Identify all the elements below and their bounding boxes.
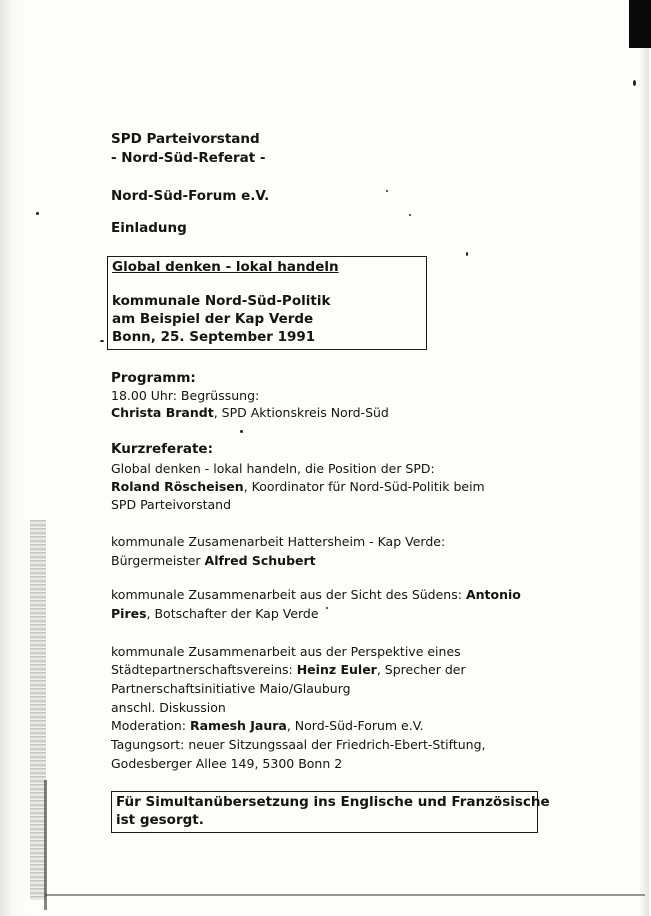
translation-notice-line-1: Für Simultanübersetzung ins Englische und Französische <box>116 794 550 810</box>
talk2-speaker-line: Bürgermeister Alfred Schubert <box>111 553 316 568</box>
talk4-topic: kommunale Zusammenarbeit aus der Perspektive eines <box>111 644 461 659</box>
talk1-speaker-line: Roland Röscheisen, Koordinator für Nord-Süd-Politik beim <box>111 479 485 494</box>
talk3-speaker-last: Pires <box>111 606 147 621</box>
moderation-line: Moderation: Ramesh Jaura, Nord-Süd-Forum e.V. <box>111 718 424 733</box>
talks-heading: Kurzreferate: <box>111 441 213 457</box>
venue-line-2: Godesberger Allee 149, 5300 Bonn 2 <box>111 756 343 771</box>
venue-line-1: Tagungsort: neuer Sitzungssaal der Friedrich-Ebert-Stiftung, <box>111 737 486 752</box>
org-name: SPD Parteivorstand <box>111 131 260 147</box>
scan-speck <box>240 430 243 433</box>
talk3-speaker-line: Pires, Botschafter der Kap Verde <box>111 606 319 621</box>
welcome-speaker: Christa Brandt <box>111 405 214 420</box>
talk1-speaker: Roland Röscheisen <box>111 479 244 494</box>
scan-edge-shadow <box>0 0 58 916</box>
scan-black-corner <box>629 0 651 48</box>
talk4-role: Partnerschaftsinitiative Maio/Glauburg <box>111 681 351 696</box>
invitation-label: Einladung <box>111 220 187 236</box>
event-subtitle-1: kommunale Nord-Süd-Politik <box>112 293 331 309</box>
event-date-place: Bonn, 25. September 1991 <box>112 329 316 345</box>
scan-speck <box>100 340 104 342</box>
discussion-line: anschl. Diskussion <box>111 700 226 715</box>
welcome-line: 18.00 Uhr: Begrüssung: <box>111 388 260 403</box>
scan-right-edge <box>639 40 649 916</box>
talk1-role: SPD Parteivorstand <box>111 497 232 512</box>
scan-speck <box>466 252 468 256</box>
moderator: Ramesh Jaura <box>190 718 287 733</box>
scan-bottom-line <box>45 894 645 896</box>
talk2-speaker: Alfred Schubert <box>204 553 316 568</box>
scan-speck <box>36 212 39 215</box>
welcome-speaker-line: Christa Brandt, SPD Aktionskreis Nord-Süd <box>111 405 389 420</box>
scan-speck <box>409 214 411 216</box>
talk3-topic-line: kommunale Zusammenarbeit aus der Sicht des Südens: Antonio <box>111 587 521 602</box>
scan-speck <box>326 607 328 609</box>
translation-notice-line-2: ist gesorgt. <box>116 812 204 828</box>
department: - Nord-Süd-Referat - <box>111 150 266 166</box>
scan-speck <box>633 80 636 86</box>
talk2-topic: kommunale Zusamenarbeit Hattersheim - Kap Verde: <box>111 534 446 549</box>
title-box <box>107 256 427 350</box>
program-heading: Programm: <box>111 370 196 386</box>
talk1-topic: Global denken - lokal handeln, die Position der SPD: <box>111 461 435 476</box>
talk3-speaker-first: Antonio <box>465 587 521 602</box>
event-subtitle-2: am Beispiel der Kap Verde <box>112 311 314 327</box>
translation-notice-box <box>111 791 550 833</box>
forum-name: Nord-Süd-Forum e.V. <box>111 188 270 204</box>
talk4-speaker: Heinz Euler <box>296 662 377 677</box>
event-title: Global denken - lokal handeln <box>112 259 339 275</box>
scan-spine-mark <box>44 780 47 910</box>
scan-speck <box>386 190 388 192</box>
talk4-speaker-line: Städtepartnerschaftsvereins: Heinz Euler, Sprecher der <box>111 662 466 677</box>
